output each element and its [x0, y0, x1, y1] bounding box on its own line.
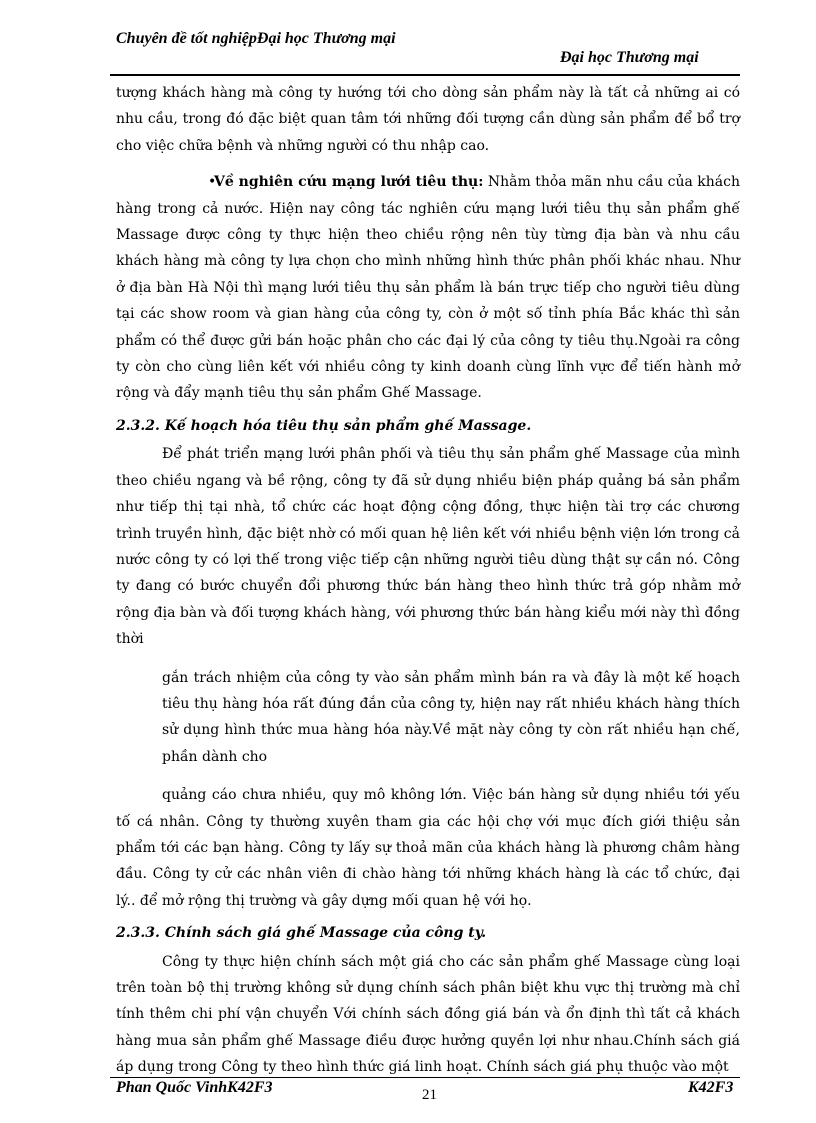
paragraph-233: Công ty thực hiện chính sách một giá cho các sản phẩm ghế Massage cùng loại trên toàn bộ thị trường không sử dụng chính sách phân biệt khu vực thị trường mà chỉ tính thêm chi phí vận chuyển Với chính sách đồng giá bán và ổn định thì tất cả khách hàng mua sản phẩm ghế Massage điều được hưởng quyền lợi như nhau.Chính sách giá áp dụng trong Công ty theo hình thức giá linh hoạt. Chính sách giá phụ thuộc vào một	[116, 953, 740, 1076]
bullet-label: Về nghiên cứu mạng lưới tiêu thụ:	[214, 174, 484, 191]
footer-author: Phan Quốc VinhK42F3	[116, 1079, 273, 1096]
bullet-icon: •	[208, 174, 217, 191]
paragraph-232-c: quảng cáo chưa nhiều, quy mô không lớn. Việc bán hàng sử dụng nhiều tới yếu tố cá nhân. Công ty thường xuyên tham gia các hội chợ với mục đích giới thiệu sản phẩm tới các bạn hàng. Công ty lấy sự thoả mãn của khách hàng là phương châm hàng đầu. Công ty cử các nhân viên đi chào hàng tới những khách hàng là các tổ chức, đại lý.. để mở rộng thị trường và gây dựng mối quan hệ với họ.	[116, 787, 740, 909]
paragraph-232-a: Để phát triển mạng lưới phân phối và tiêu thụ sản phẩm ghế Massage của mình theo chiều ngang và bề rộng, công ty đã sử dụng nhiều biện pháp quảng bá sản phẩm như tiếp thị tại nhà, tổ chức các hoạt động cộng đồng, thực hiện tài trợ các chương trình truyền hình, đặc biệt nhờ có mối quan hệ liên kết với nhiều bệnh viện lớn trong cả nước công ty có lợi thế trong việc tiếp cận những người tiêu dùng thật sự cần nó. Công ty đang có bước chuyển đổi phương thức bán hàng theo hình thức trả góp nhằm mở rộng địa bàn và đối tượng khách hàng, với phương thức bán hàng kiểu mới này thì đồng thời	[116, 446, 740, 648]
footer-class-code: K42F3	[688, 1079, 734, 1096]
bullet-paragraph	[116, 169, 740, 407]
header-divider	[110, 74, 740, 76]
paragraph-232-b: gắn trách nhiệm của công ty vào sản phẩm mình bán ra và đây là một kế hoạch tiêu thụ hàng hóa rất đúng đắn của công ty, hiện nay rất nhiều khách hàng thích sử dụng hình thức mua hàng hóa này.Về mặt này công ty còn rất nhiều hạn chế, phần dành cho	[162, 669, 740, 765]
paragraph-intro: tượng khách hàng mà công ty hướng tới cho dòng sản phẩm này là tất cả những ai có nhu cầu, trong đó đặc biệt quan tâm tới những đối tượng cần dùng sản phẩm để bổ trợ cho việc chữa bệnh và những người có thu nhập cao.	[116, 85, 740, 154]
page-number: 21	[422, 1087, 437, 1103]
footer-divider	[110, 1077, 740, 1078]
section-heading-233: 2.3.3. Chính sách giá ghế Massage của công ty.	[116, 925, 487, 942]
header-title-left: Chuyên đề tốt nghiệpĐại học Thương mại	[116, 30, 396, 47]
bullet-text: Nhằm thỏa mãn nhu cầu của khách hàng trong cả nước. Hiện nay công tác nghiên cứu mạng lưới tiêu thụ sản phẩm ghế Massage được công ty thực hiện theo chiều rộng nên tùy từng địa bàn và nhu cầu khách hàng mà công ty lựa chọn cho mình những hình thức phân phối khác nhau. Như ở địa bàn Hà Nội thì mạng lưới tiêu thụ sản phẩm là bán trực tiếp cho người tiêu dùng tại các show room và gian hàng của công ty, còn ở một số tỉnh phía Bắc khác thì sản phẩm có thể được gửi bán hoặc phân cho các đại lý của công ty tiêu thụ.Ngoài ra công ty còn cho cùng liên kết với nhiều công ty kinh doanh cùng lĩnh vực để tiến hành mở rộng và đẩy mạnh tiêu thụ sản phẩm Ghế Massage.	[116, 174, 740, 402]
document-body	[116, 80, 740, 1081]
header-title-right: Đại học Thương mại	[560, 49, 699, 66]
section-heading-232: 2.3.2. Kế hoạch hóa tiêu thụ sản phẩm ghế Massage.	[116, 417, 532, 434]
